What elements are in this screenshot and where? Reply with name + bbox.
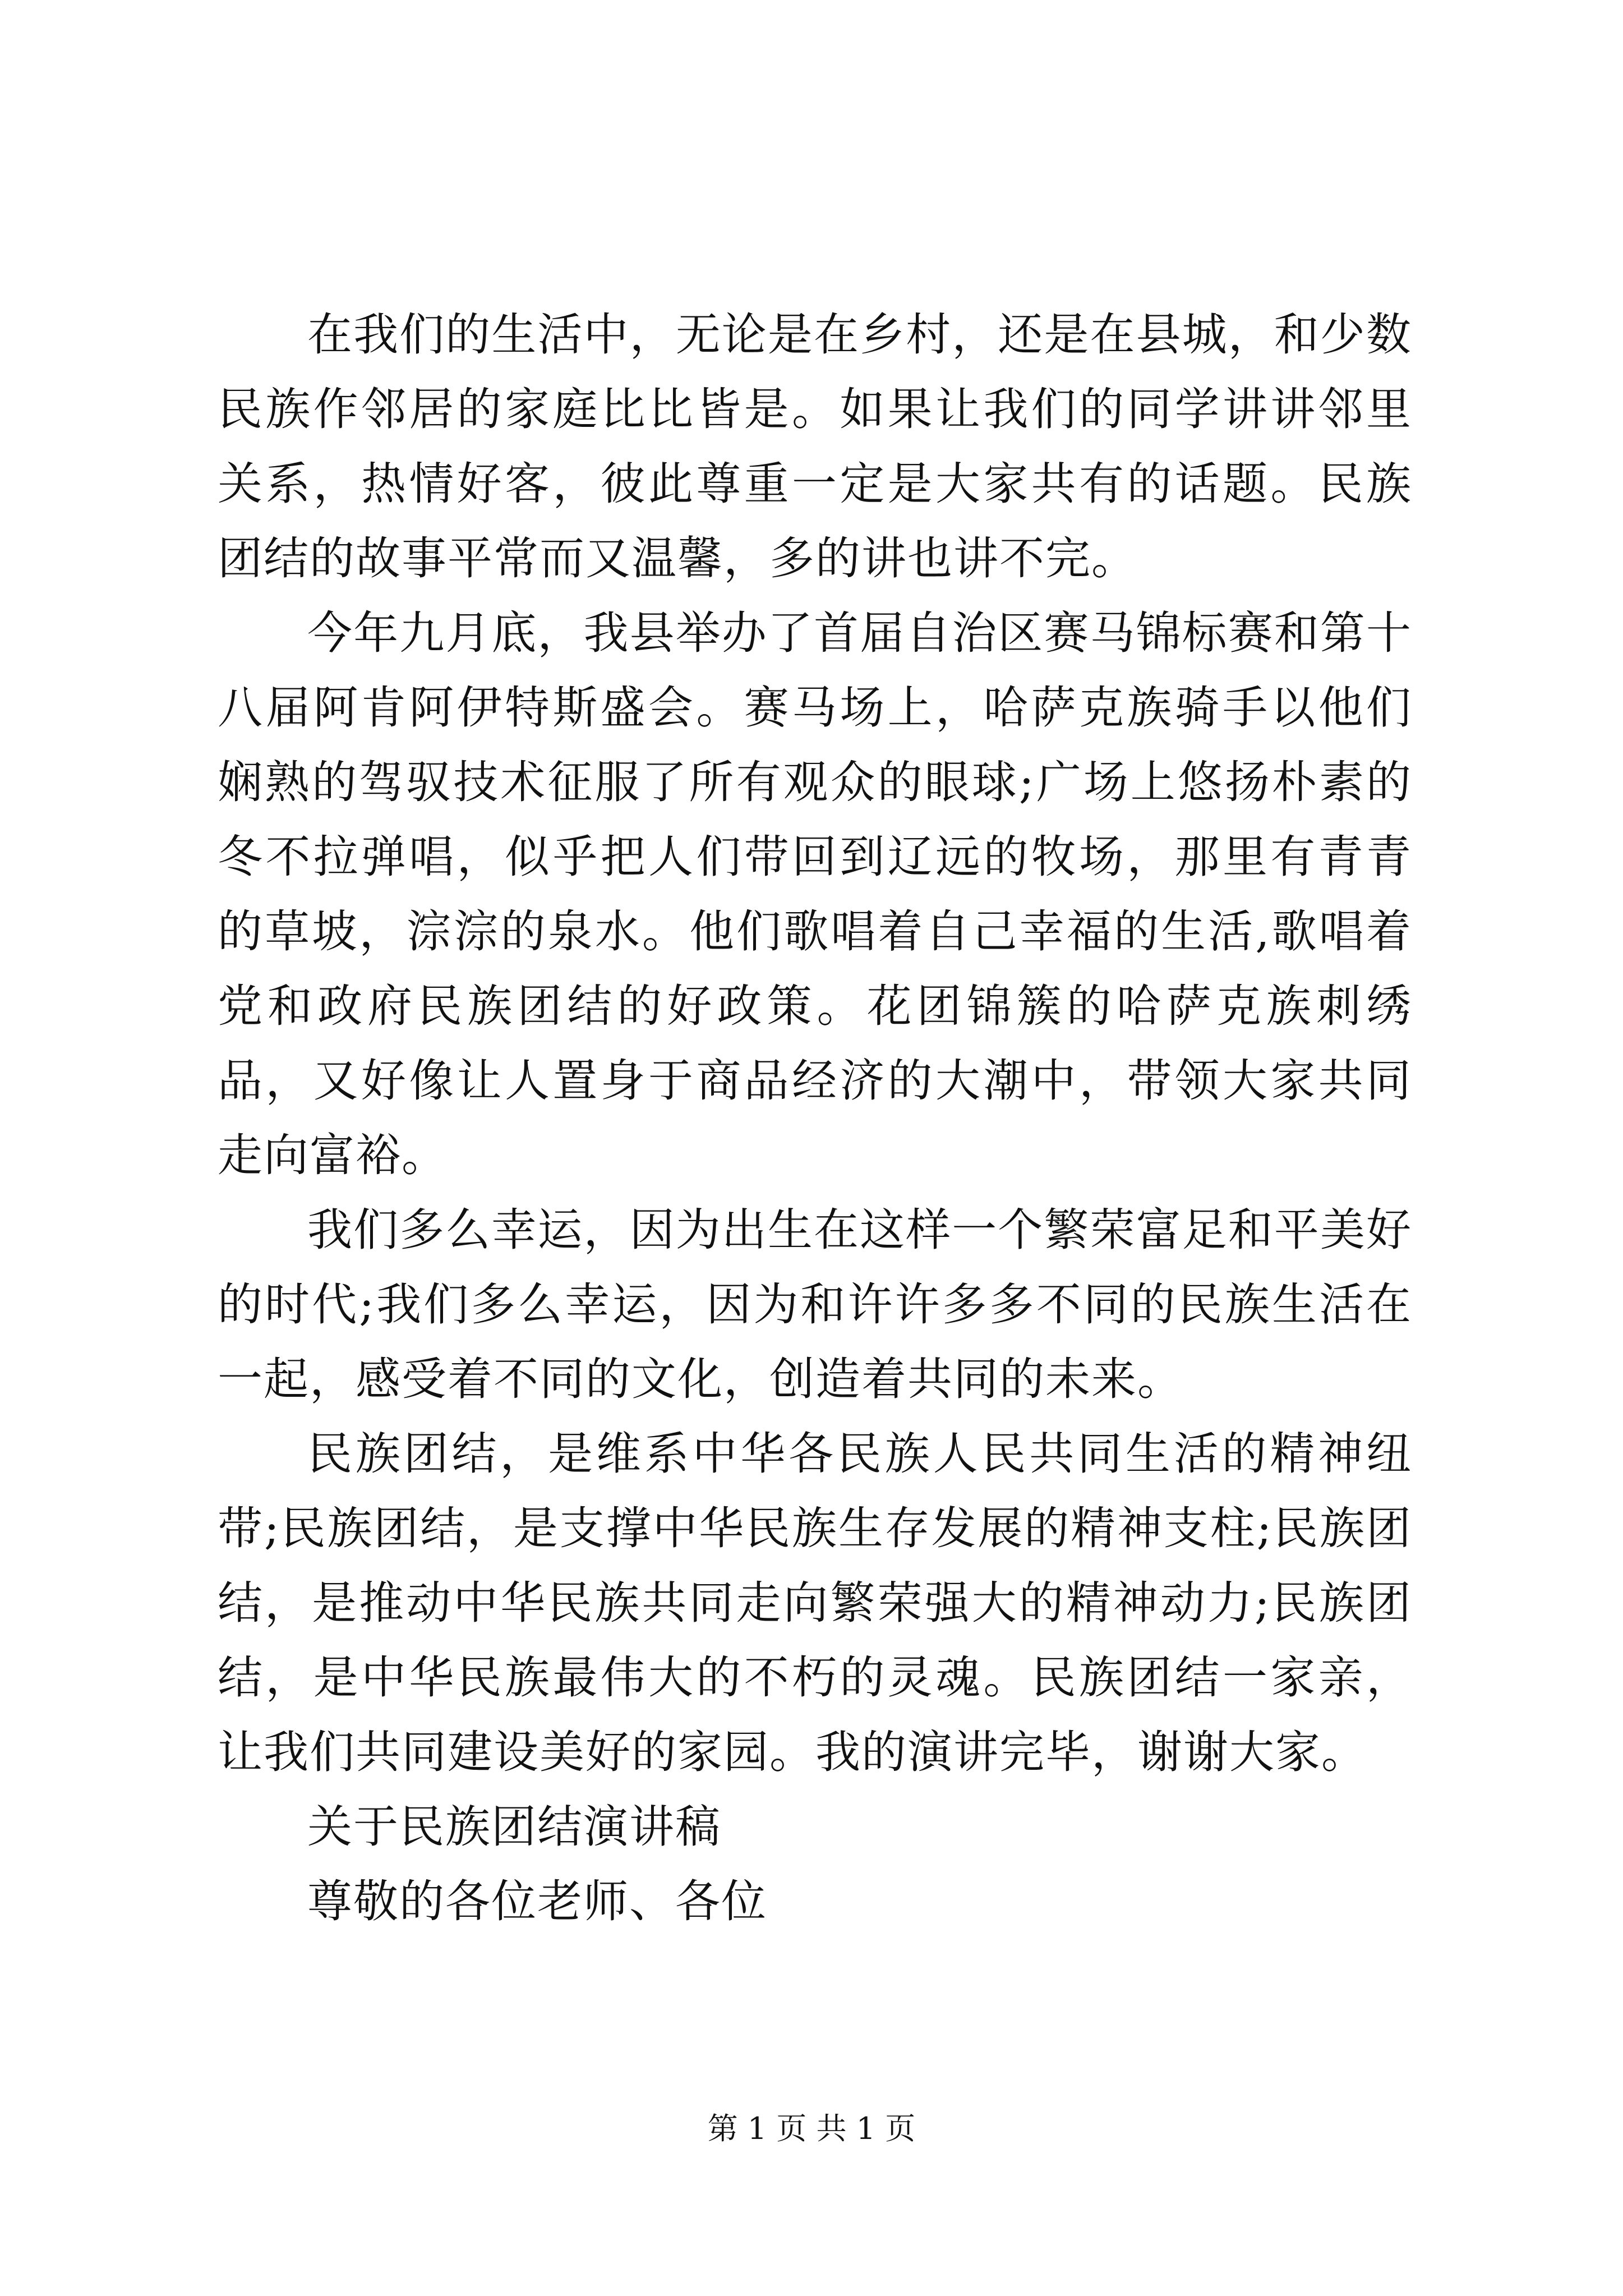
paragraph-fortunate: 我们多么幸运，因为出生在这样一个繁荣富足和平美好的时代;我们多么幸运，因为和许许多多不同的民族生活在一起，感受着不同的文化，创造着共同的未来。 [218,1204,1412,1405]
page-footer: 第 1 页 共 1 页 [707,2111,916,2146]
document-body [218,297,1412,1939]
salutation: 尊敬的各位老师、各位 [307,1875,767,1927]
paragraph-unity: 民族团结，是维系中华各民族人民共同生活的精神纽带;民族团结，是支撑中华民族生存发展的精神支柱;民族团结，是推动中华民族共同走向繁荣强大的精神动力;民族团结，是中华民族最伟大的不朽的灵魂。民族团结一家亲，让我们共同建设美好的家园。我的演讲完毕，谢谢大家。 [218,1428,1412,1778]
section-title: 关于民族团结演讲稿 [307,1801,721,1853]
paragraph-neighbors: 在我们的生活中，无论是在乡村，还是在县城，和少数民族作邻居的家庭比比皆是。如果让我们的同学讲讲邻里关系，热情好客，彼此尊重一定是大家共有的话题。民族团结的故事平常而又温馨，多的讲也讲不完。 [218,309,1412,585]
paragraph-horse-race: 今年九月底，我县举办了首届自治区赛马锦标赛和第十八届阿肯阿伊特斯盛会。赛马场上，哈萨克族骑手以他们娴熟的驾驭技术征服了所有观众的眼球;广场上悠扬朴素的冬不拉弹唱，似乎把人们带回到辽远的牧场，那里有青青的草坡，淙淙的泉水。他们歌唱着自己幸福的生活,歌唱着党和政府民族团结的好政策。花团锦簇的哈萨克族刺绣品，又好像让人置身于商品经济的大潮中，带领大家共同走向富裕。 [218,607,1412,1181]
